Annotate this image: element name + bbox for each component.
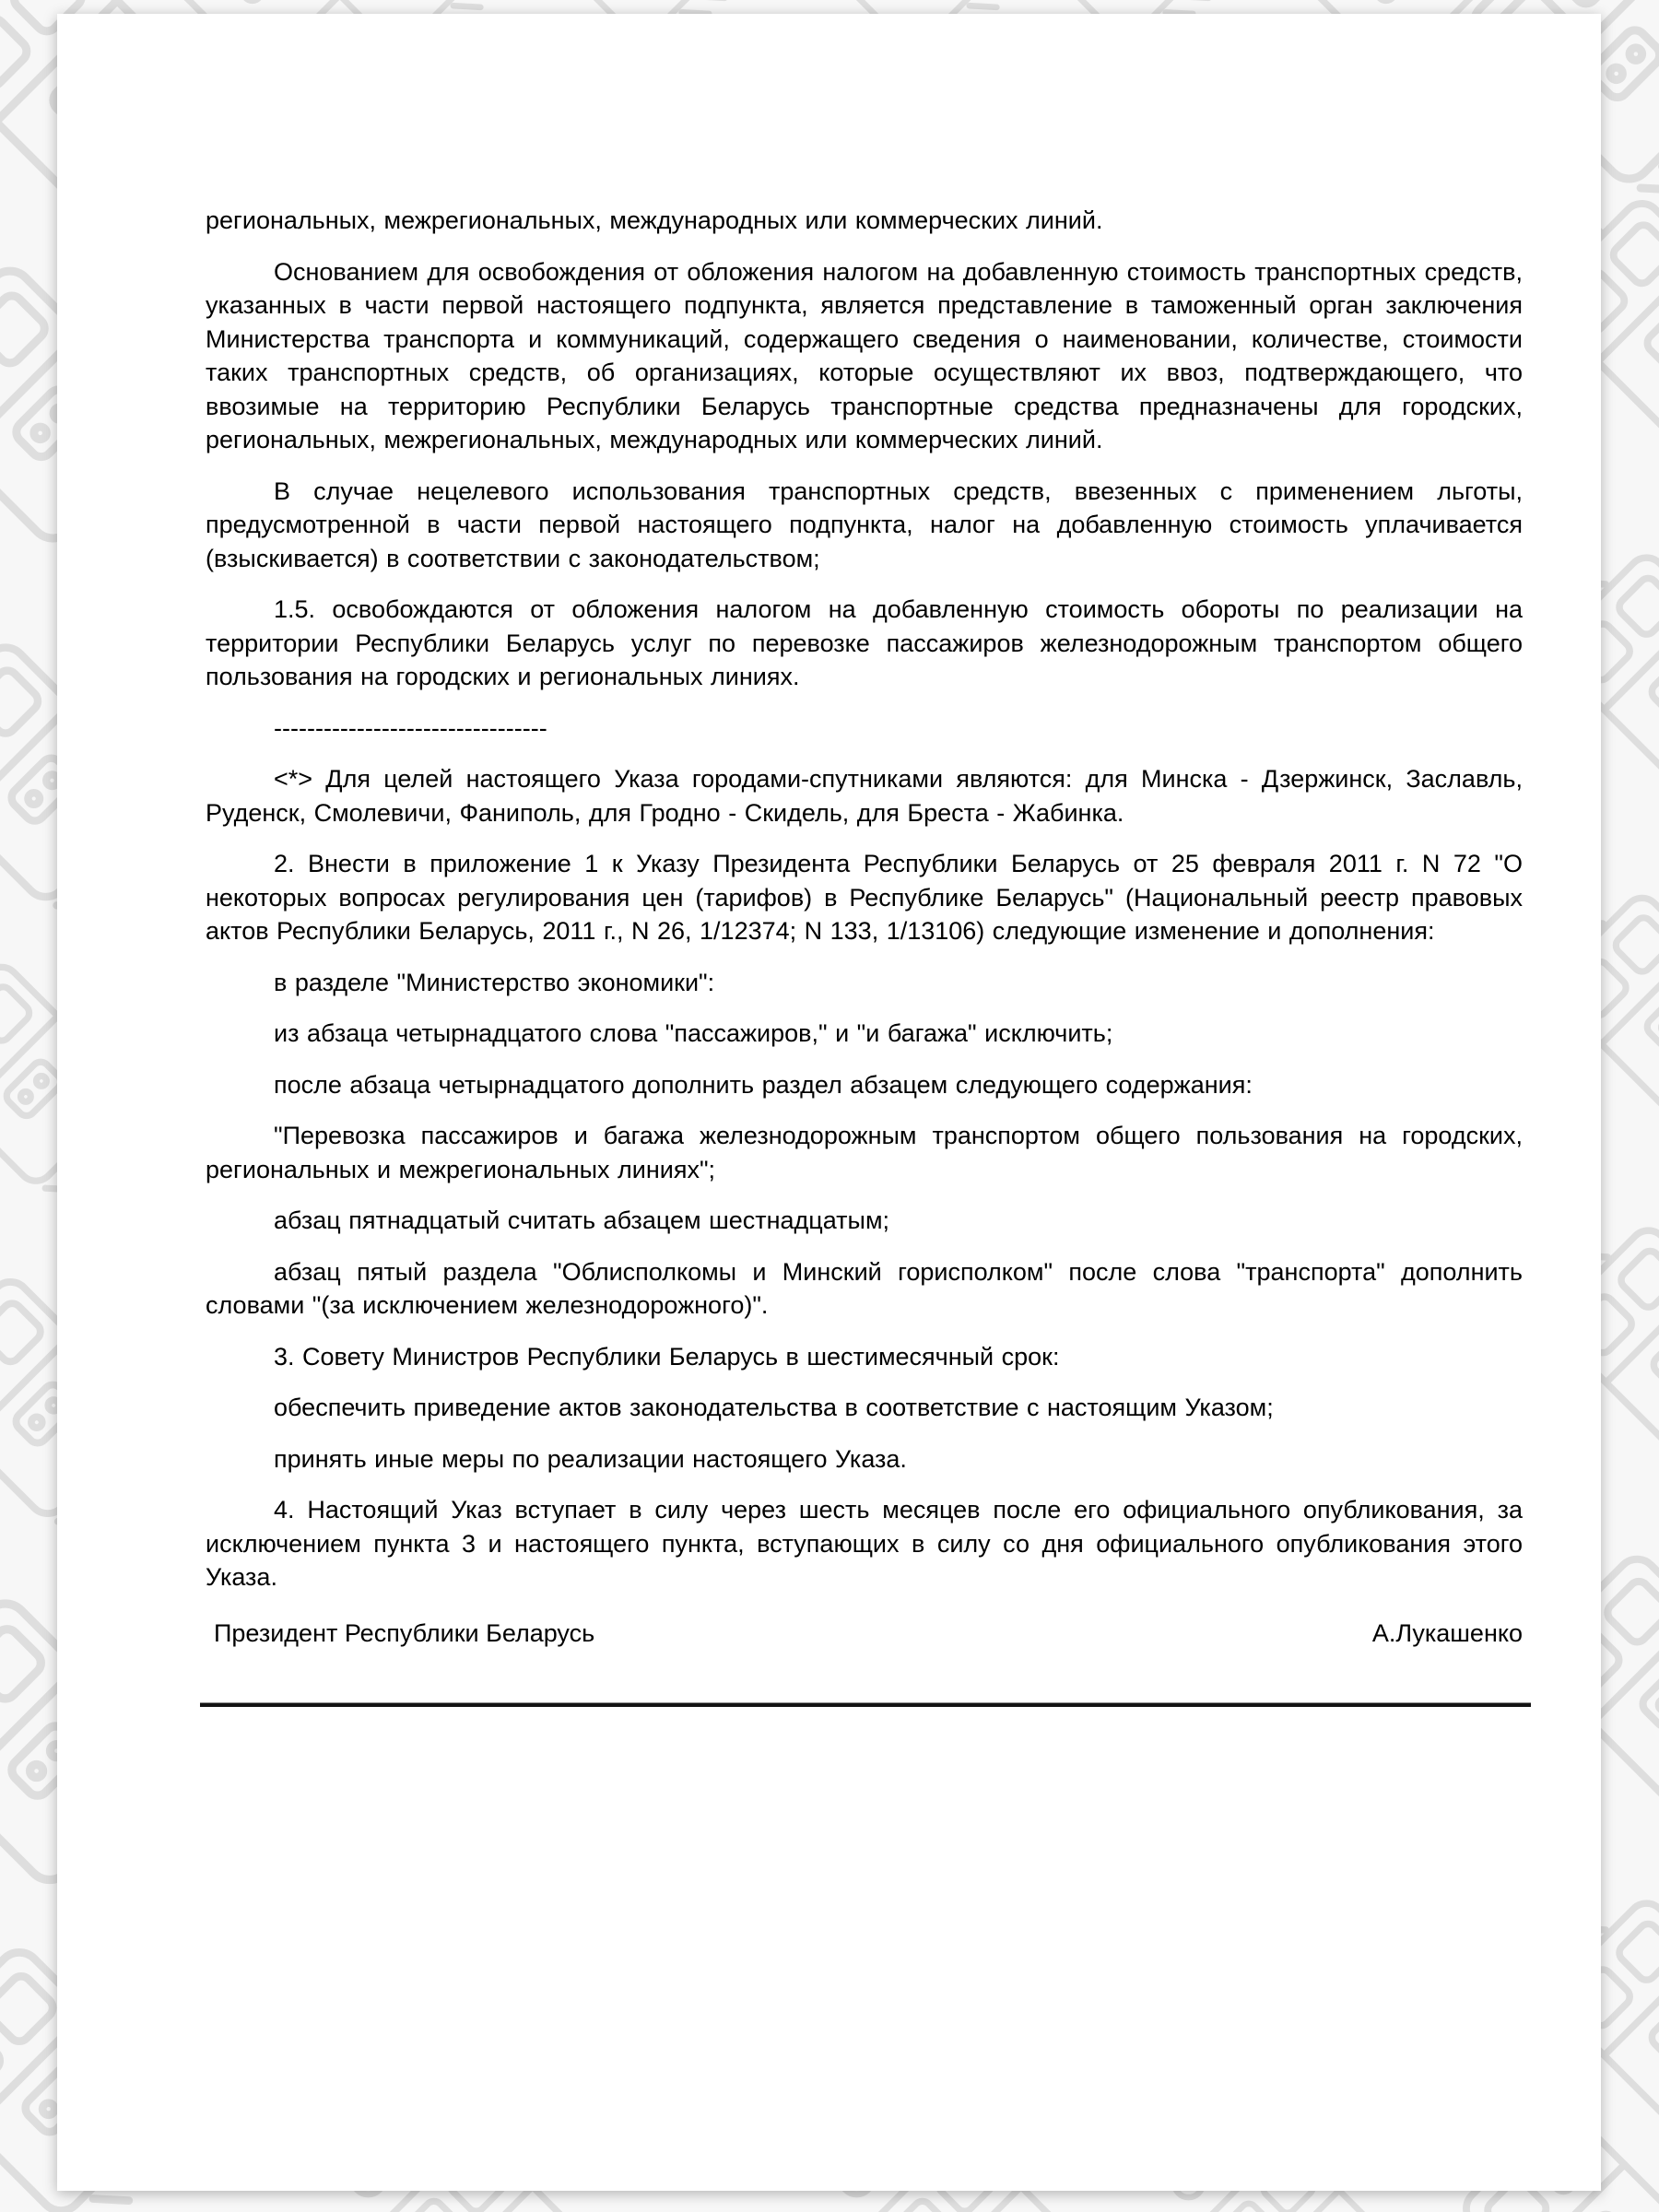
footnote-separator: ---------------------------------: [274, 713, 547, 742]
paragraph-amendment-supplement: после абзаца четырнадцатого дополнить раздел абзацем следующего содержания:: [274, 1070, 1253, 1099]
paragraph-misuse-consequence: В случае нецелевого использования транспортных средств, ввезенных с применением льготы, предусмотренной в части первой настоящего подпункта, налог на добавленную стоимость уплачивается (взыскивается) в соответствии с законодательством;: [206, 477, 1523, 572]
signature-name: А.Лукашенко: [1371, 1618, 1523, 1647]
paragraph-item-3: 3. Совету Министров Республики Беларусь в шестимесячный срок:: [274, 1342, 1060, 1371]
paragraph-ensure-legislation: обеспечить приведение актов законодательства в соответствие с настоящим Указом;: [274, 1394, 1274, 1421]
footnote-satellite-cities: <*> Для целей настоящего Указа городами-спутниками являются: для Минска - Дзержинск, Заславль, Руденск, Смолевичи, Фаниполь, для Гродно - Скидель, для Бреста - Жабинка.: [206, 765, 1523, 827]
paragraph-continuation: региональных, межрегиональных, международных или коммерческих линий.: [206, 206, 1103, 234]
paragraph-vat-exemption-basis: Основанием для освобождения от обложения налогом на добавленную стоимость транспортных средств, указанных в части первой настоящего подпункта, является представление в таможенный орган заключения Министерства транспорта и коммуникаций, содержащего сведения о наименовании, количестве, стоимости таких транспортных средств, об организациях, которые осуществляют их ввоз, подтверждающего, что ввозимые на территорию Республики Беларусь транспортные средства предназначены для городских, региональных, межрегиональных, международных или коммерческих линий.: [206, 257, 1523, 453]
paragraph-take-measures: принять иные меры по реализации настоящего Указа.: [274, 1444, 907, 1473]
document-page: [57, 14, 1601, 2191]
signature-title: Президент Республики Беларусь: [214, 1618, 595, 1647]
paragraph-item-2: 2. Внести в приложение 1 к Указу Президента Республики Беларусь от 25 февраля 2011 г. N 72 "О некоторых вопросах регулирования цен (тарифов) в Республике Беларусь" (Национальный реестр правовых актов Республики Беларусь, 2011 г., N 26, 1/12374; N 133, 1/13106) следующие изменение и дополнения:: [206, 850, 1523, 945]
signature-row: [206, 1617, 1523, 1651]
paragraph-amendment-renumber: абзац пятнадцатый считать абзацем шестнадцатым;: [274, 1206, 890, 1234]
paragraph-amendment-fifth-indent: абзац пятый раздела "Облисполкомы и Минский горисполком" после слова "транспорта" дополнить словами "(за исключением железнодорожного)".: [206, 1257, 1523, 1319]
paragraph-amendment-exclude-words: из абзаца четырнадцатого слова "пассажиров," и "и багажа" исключить;: [274, 1019, 1113, 1047]
signature-divider: [200, 1702, 1531, 1707]
paragraph-item-4: 4. Настоящий Указ вступает в силу через шесть месяцев после его официального опубликования, за исключением пункта 3 и настоящего пункта, вступающих в силу со дня официального опубликования этого Указа.: [206, 1496, 1523, 1591]
paragraph-amendment-quoted-text: "Перевозка пассажиров и багажа железнодорожным транспортом общего пользования на городских, региональных и межрегиональных линиях";: [206, 1122, 1523, 1183]
paragraph-section-economy-ministry: в разделе "Министерство экономики":: [274, 968, 715, 996]
paragraph-item-1-5: 1.5. освобождаются от обложения налогом на добавленную стоимость обороты по реализации на территории Республики Беларусь услуг по перевозке пассажиров железнодорожным транспортом общего пользования на городских и региональных линиях.: [206, 595, 1523, 690]
